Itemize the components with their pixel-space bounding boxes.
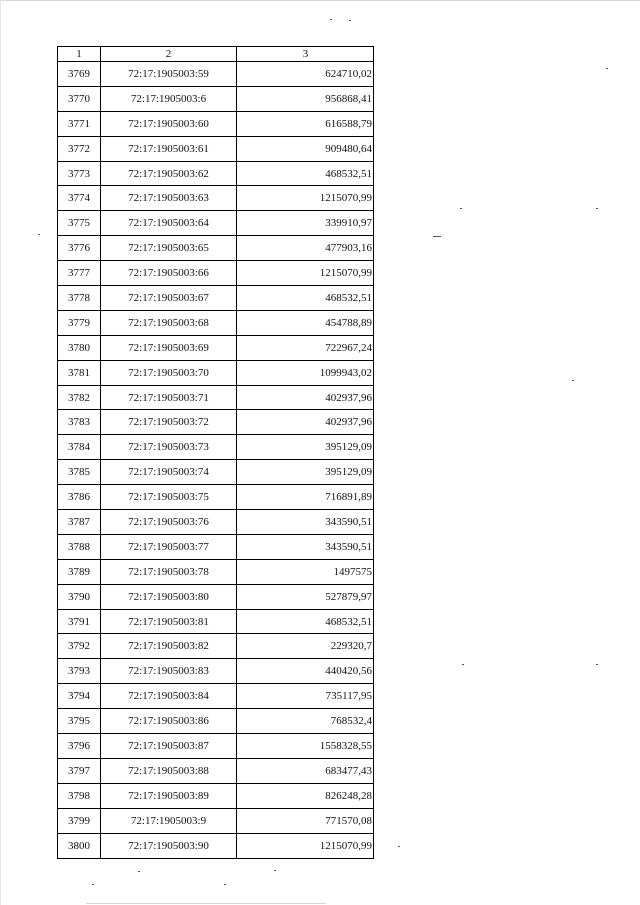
- cadastral-value-cell: 402937,96: [237, 385, 374, 410]
- cadastral-number-cell: 72:17:1905003:81: [101, 609, 237, 634]
- row-number-cell: 3789: [58, 559, 101, 584]
- cadastral-number-cell: 72:17:1905003:75: [101, 485, 237, 510]
- cadastral-value-cell: 395129,09: [237, 435, 374, 460]
- table-row: [58, 286, 374, 311]
- scan-speck: [398, 846, 400, 847]
- cadastral-number-cell: 72:17:1905003:62: [101, 161, 237, 186]
- table-row: [58, 360, 374, 385]
- cadastral-value-cell: 468532,51: [237, 286, 374, 311]
- row-number-cell: 3770: [58, 86, 101, 111]
- cadastral-number-cell: 72:17:1905003:69: [101, 335, 237, 360]
- cadastral-value-cell: 339910,97: [237, 211, 374, 236]
- row-number-cell: 3779: [58, 310, 101, 335]
- table-row: [58, 86, 374, 111]
- cadastral-number-cell: 72:17:1905003:9: [101, 808, 237, 833]
- page-top-edge: [0, 0, 640, 1]
- page-bottom-edge: [86, 903, 326, 904]
- cadastral-value-cell: 1497575: [237, 559, 374, 584]
- table-row: [58, 734, 374, 759]
- row-number-cell: 3799: [58, 808, 101, 833]
- scan-speck: [138, 871, 140, 872]
- cadastral-value-cell: 468532,51: [237, 161, 374, 186]
- row-number-cell: 3792: [58, 634, 101, 659]
- table-row: [58, 609, 374, 634]
- cadastral-value-cell: 716891,89: [237, 485, 374, 510]
- cadastral-value-cell: 683477,43: [237, 758, 374, 783]
- row-number-cell: 3796: [58, 734, 101, 759]
- table-row: [58, 62, 374, 87]
- cadastral-value-cell: 735117,95: [237, 684, 374, 709]
- table-row: [58, 709, 374, 734]
- header-col-3: 3: [237, 47, 374, 62]
- table-row: [58, 659, 374, 684]
- row-number-cell: 3771: [58, 111, 101, 136]
- row-number-cell: 3786: [58, 485, 101, 510]
- scan-speck: [274, 870, 276, 871]
- scan-speck: [460, 208, 462, 209]
- cadastral-number-cell: 72:17:1905003:67: [101, 286, 237, 311]
- table-row: [58, 684, 374, 709]
- cadastral-number-cell: 72:17:1905003:84: [101, 684, 237, 709]
- cadastral-value-cell: 402937,96: [237, 410, 374, 435]
- cadastral-number-cell: 72:17:1905003:86: [101, 709, 237, 734]
- table-row: [58, 136, 374, 161]
- cadastral-number-cell: 72:17:1905003:65: [101, 236, 237, 261]
- row-number-cell: 3783: [58, 410, 101, 435]
- row-number-cell: 3777: [58, 261, 101, 286]
- row-number-cell: 3795: [58, 709, 101, 734]
- cadastral-number-cell: 72:17:1905003:87: [101, 734, 237, 759]
- cadastral-number-cell: 72:17:1905003:63: [101, 186, 237, 211]
- cadastral-number-cell: 72:17:1905003:70: [101, 360, 237, 385]
- cadastral-value-cell: 616588,79: [237, 111, 374, 136]
- cadastral-value-cell: 956868,41: [237, 86, 374, 111]
- cadastral-number-cell: 72:17:1905003:83: [101, 659, 237, 684]
- cadastral-value-cell: 909480,64: [237, 136, 374, 161]
- table-row: [58, 385, 374, 410]
- row-number-cell: 3788: [58, 534, 101, 559]
- cadastral-value-cell: 343590,51: [237, 510, 374, 535]
- scan-speck: [596, 208, 598, 209]
- row-number-cell: 3775: [58, 211, 101, 236]
- table-row: [58, 485, 374, 510]
- cadastral-value-cell: 771570,08: [237, 808, 374, 833]
- cadastral-number-cell: 72:17:1905003:90: [101, 833, 237, 858]
- row-number-cell: 3794: [58, 684, 101, 709]
- row-number-cell: 3772: [58, 136, 101, 161]
- scan-speck: [572, 380, 574, 381]
- cadastral-number-cell: 72:17:1905003:64: [101, 211, 237, 236]
- scan-speck: [38, 234, 40, 235]
- cadastral-number-cell: 72:17:1905003:80: [101, 584, 237, 609]
- cadastral-value-cell: 229320,7: [237, 634, 374, 659]
- table-row: [58, 236, 374, 261]
- table-row: [58, 261, 374, 286]
- table-row: [58, 435, 374, 460]
- table-row: [58, 111, 374, 136]
- cadastral-value-cell: 1215070,99: [237, 833, 374, 858]
- cadastral-value-table: [57, 46, 374, 859]
- row-number-cell: 3797: [58, 758, 101, 783]
- table-row: [58, 534, 374, 559]
- row-number-cell: 3773: [58, 161, 101, 186]
- row-number-cell: 3778: [58, 286, 101, 311]
- row-number-cell: 3781: [58, 360, 101, 385]
- cadastral-number-cell: 72:17:1905003:71: [101, 385, 237, 410]
- cadastral-number-cell: 72:17:1905003:82: [101, 634, 237, 659]
- cadastral-number-cell: 72:17:1905003:78: [101, 559, 237, 584]
- table-row: [58, 559, 374, 584]
- cadastral-value-cell: 722967,24: [237, 335, 374, 360]
- table-row: [58, 833, 374, 858]
- scan-speck: [606, 68, 608, 69]
- scan-speck: [433, 236, 441, 237]
- cadastral-value-cell: 440420,56: [237, 659, 374, 684]
- table-row: [58, 335, 374, 360]
- table-row: [58, 211, 374, 236]
- cadastral-number-cell: 72:17:1905003:61: [101, 136, 237, 161]
- row-number-cell: 3800: [58, 833, 101, 858]
- cadastral-value-cell: 527879,97: [237, 584, 374, 609]
- row-number-cell: 3769: [58, 62, 101, 87]
- row-number-cell: 3787: [58, 510, 101, 535]
- cadastral-number-cell: 72:17:1905003:60: [101, 111, 237, 136]
- header-col-2: 2: [101, 47, 237, 62]
- cadastral-number-cell: 72:17:1905003:89: [101, 783, 237, 808]
- table-row: [58, 161, 374, 186]
- table-row: [58, 758, 374, 783]
- row-number-cell: 3780: [58, 335, 101, 360]
- cadastral-number-cell: 72:17:1905003:74: [101, 460, 237, 485]
- cadastral-value-cell: 1215070,99: [237, 186, 374, 211]
- scan-speck: [349, 20, 351, 21]
- row-number-cell: 3790: [58, 584, 101, 609]
- cadastral-value-cell: 768532,4: [237, 709, 374, 734]
- table-row: [58, 410, 374, 435]
- cadastral-number-cell: 72:17:1905003:66: [101, 261, 237, 286]
- table-row: [58, 783, 374, 808]
- row-number-cell: 3774: [58, 186, 101, 211]
- scan-speck: [92, 884, 94, 885]
- table-row: [58, 808, 374, 833]
- row-number-cell: 3782: [58, 385, 101, 410]
- table-row: [58, 186, 374, 211]
- row-number-cell: 3798: [58, 783, 101, 808]
- cadastral-number-cell: 72:17:1905003:76: [101, 510, 237, 535]
- cadastral-number-cell: 72:17:1905003:59: [101, 62, 237, 87]
- cadastral-number-cell: 72:17:1905003:6: [101, 86, 237, 111]
- cadastral-number-cell: 72:17:1905003:72: [101, 410, 237, 435]
- cadastral-value-cell: 395129,09: [237, 460, 374, 485]
- table-row: [58, 510, 374, 535]
- cadastral-value-cell: 1215070,99: [237, 261, 374, 286]
- cadastral-value-cell: 1099943,02: [237, 360, 374, 385]
- row-number-cell: 3785: [58, 460, 101, 485]
- cadastral-number-cell: 72:17:1905003:77: [101, 534, 237, 559]
- row-number-cell: 3791: [58, 609, 101, 634]
- cadastral-value-cell: 343590,51: [237, 534, 374, 559]
- cadastral-value-cell: 477903,16: [237, 236, 374, 261]
- scan-speck: [330, 19, 332, 20]
- cadastral-number-cell: 72:17:1905003:88: [101, 758, 237, 783]
- scan-speck: [596, 664, 598, 665]
- cadastral-number-cell: 72:17:1905003:68: [101, 310, 237, 335]
- scan-speck: [462, 664, 464, 665]
- cadastral-value-cell: 624710,02: [237, 62, 374, 87]
- cadastral-value-cell: 826248,28: [237, 783, 374, 808]
- table-row: [58, 310, 374, 335]
- cadastral-number-cell: 72:17:1905003:73: [101, 435, 237, 460]
- header-col-1: 1: [58, 47, 101, 62]
- table-row: [58, 460, 374, 485]
- cadastral-value-cell: 454788,89: [237, 310, 374, 335]
- table-header-row: [58, 47, 374, 62]
- table-row: [58, 584, 374, 609]
- cadastral-value-cell: 468532,51: [237, 609, 374, 634]
- cadastral-value-cell: 1558328,55: [237, 734, 374, 759]
- row-number-cell: 3793: [58, 659, 101, 684]
- page-left-edge: [0, 0, 1, 905]
- table-row: [58, 634, 374, 659]
- row-number-cell: 3784: [58, 435, 101, 460]
- row-number-cell: 3776: [58, 236, 101, 261]
- scan-speck: [224, 884, 226, 885]
